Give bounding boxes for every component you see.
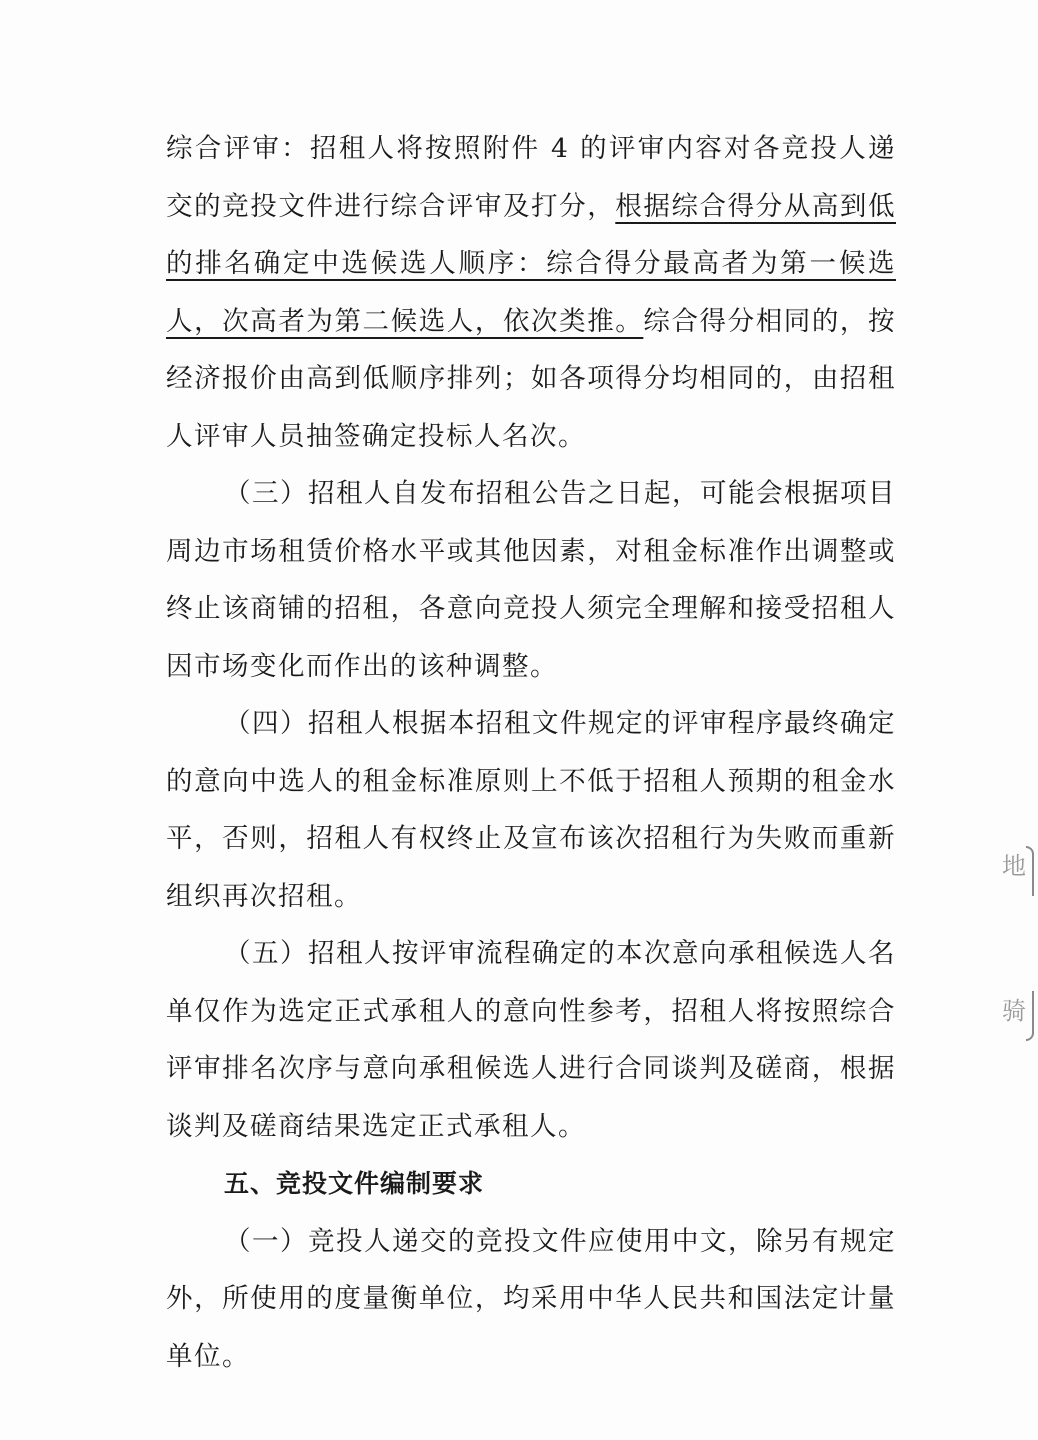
paragraph-text: 综合评审：招租人将按照附件 4 的评审内容对各竞投人递交的竞投文件进行综合评审及打分， bbox=[166, 133, 896, 222]
document-body bbox=[166, 120, 896, 1385]
seal-char-bottom: 骑 bbox=[1002, 997, 1026, 1025]
underlined-ranking-rule: 根据综合得分从高到低的排名确定中选候选人顺序：综合得分最高者为第一候选人，次高者为第二候选人，依次类推。 bbox=[166, 190, 897, 337]
seal-bracket bbox=[1026, 846, 1034, 896]
paragraph-comprehensive-review bbox=[166, 120, 896, 465]
section-heading-5: 五、竞投文件编制要求 bbox=[224, 1169, 485, 1198]
seal-fragment-bottom bbox=[1000, 985, 1034, 1045]
seal-bracket bbox=[1026, 991, 1034, 1041]
seal-fragment-top bbox=[1000, 840, 1034, 900]
seal-char-top: 地 bbox=[1002, 852, 1026, 880]
paragraph-section5-item-1: （一）竞投人递交的竞投文件应使用中文，除另有规定外，所使用的度量衡单位，均采用中华人民共和国法定计量单位。 bbox=[166, 1225, 896, 1372]
paragraph-item-5: （五）招租人按评审流程确定的本次意向承租候选人名单仅作为选定正式承租人的意向性参考，招租人将按照综合评审排名次序与意向承租候选人进行合同谈判及磋商，根据谈判及磋商结果选定正式承租人。 bbox=[166, 938, 896, 1142]
paragraph-item-3: （三）招租人自发布招租公告之日起，可能会根据项目周边市场租赁价格水平或其他因素，对租金标准作出调整或终止该商铺的招租，各意向竞投人须完全理解和接受招租人因市场变化而作出的该种调整。 bbox=[166, 478, 896, 682]
paragraph-text: 综合得分相同的，按经济报价由高到低顺序排列；如各项得分均相同的，由招租人评审人员抽签确定投标人名次。 bbox=[166, 305, 897, 452]
paragraph-item-4: （四）招租人根据本招租文件规定的评审程序最终确定的意向中选人的租金标准原则上不低于招租人预期的租金水平，否则，招租人有权终止及宣布该次招租行为失败而重新组织再次招租。 bbox=[166, 708, 896, 912]
